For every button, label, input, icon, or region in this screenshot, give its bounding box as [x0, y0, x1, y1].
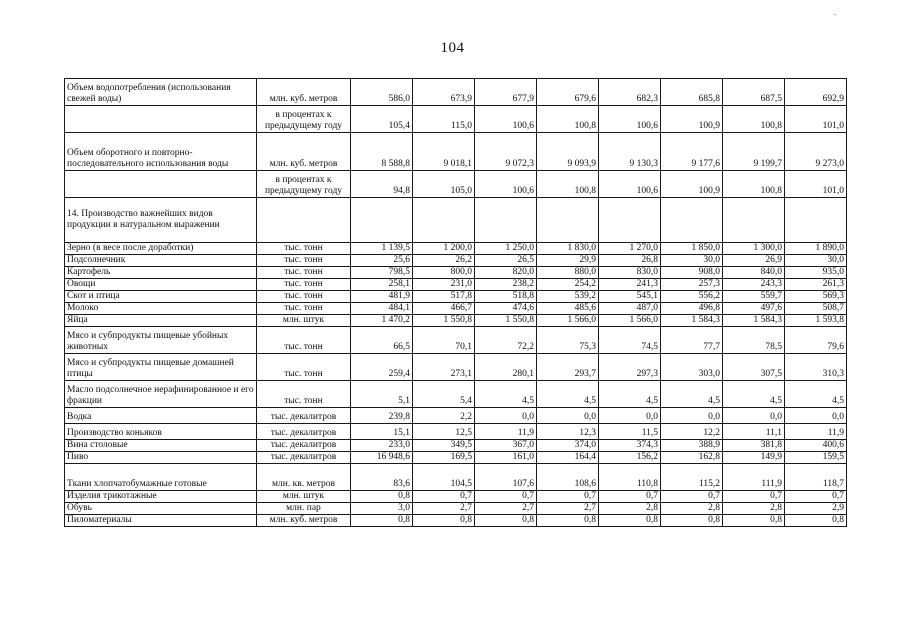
- value-cell: 11,1: [723, 424, 785, 440]
- row-unit: в процентах к предыдущему году: [257, 171, 351, 198]
- value-cell: 15,1: [351, 424, 413, 440]
- value-cell: 381,8: [723, 440, 785, 452]
- value-cell: 3,0: [351, 503, 413, 515]
- value-cell: 5,1: [351, 381, 413, 408]
- value-cell: 9 072,3: [475, 133, 537, 171]
- value-cell: 474,6: [475, 303, 537, 315]
- value-cell: 9 018,1: [413, 133, 475, 171]
- table-row: [65, 106, 847, 133]
- row-name: Ткани хлопчатобумажные готовые: [65, 464, 257, 491]
- row-unit: тыс. тонн: [257, 327, 351, 354]
- row-name: Мясо и субпродукты пищевые домашней птицы: [65, 354, 257, 381]
- value-cell: 840,0: [723, 267, 785, 279]
- value-cell: [475, 198, 537, 243]
- row-unit: тыс. тонн: [257, 291, 351, 303]
- value-cell: 100,6: [475, 171, 537, 198]
- row-unit: млн. штук: [257, 491, 351, 503]
- value-cell: 4,5: [661, 381, 723, 408]
- value-cell: 26,9: [723, 255, 785, 267]
- value-cell: 374,0: [537, 440, 599, 452]
- value-cell: [785, 198, 847, 243]
- row-name: Зерно (в весе после доработки): [65, 243, 257, 255]
- value-cell: 307,5: [723, 354, 785, 381]
- value-cell: 5,4: [413, 381, 475, 408]
- value-cell: 79,6: [785, 327, 847, 354]
- row-name: Пиломатериалы: [65, 515, 257, 527]
- value-cell: 539,2: [537, 291, 599, 303]
- value-cell: 77,7: [661, 327, 723, 354]
- value-cell: 254,2: [537, 279, 599, 291]
- table-row: [65, 327, 847, 354]
- value-cell: 115,0: [413, 106, 475, 133]
- value-cell: 118,7: [785, 464, 847, 491]
- row-unit: млн. пар: [257, 503, 351, 515]
- value-cell: 4,5: [475, 381, 537, 408]
- value-cell: 2,8: [661, 503, 723, 515]
- value-cell: 0,7: [413, 491, 475, 503]
- value-cell: 16 948,6: [351, 452, 413, 464]
- value-cell: 30,0: [661, 255, 723, 267]
- value-cell: 1 830,0: [537, 243, 599, 255]
- value-cell: 559,7: [723, 291, 785, 303]
- value-cell: 66,5: [351, 327, 413, 354]
- value-cell: 0,7: [599, 491, 661, 503]
- row-unit: млн. кв. метров: [257, 464, 351, 491]
- row-unit: тыс. декалитров: [257, 424, 351, 440]
- value-cell: 1 200,0: [413, 243, 475, 255]
- value-cell: 1 584,3: [723, 315, 785, 327]
- value-cell: 2,2: [413, 408, 475, 424]
- value-cell: 94,8: [351, 171, 413, 198]
- table-row: [65, 303, 847, 315]
- value-cell: 400,6: [785, 440, 847, 452]
- value-cell: 100,6: [599, 106, 661, 133]
- value-cell: 104,5: [413, 464, 475, 491]
- value-cell: 149,9: [723, 452, 785, 464]
- row-unit: тыс. декалитров: [257, 408, 351, 424]
- value-cell: 586,0: [351, 79, 413, 106]
- value-cell: 1 584,3: [661, 315, 723, 327]
- value-cell: 159,5: [785, 452, 847, 464]
- value-cell: 303,0: [661, 354, 723, 381]
- value-cell: 233,0: [351, 440, 413, 452]
- value-cell: 0,0: [661, 408, 723, 424]
- row-unit: тыс. тонн: [257, 267, 351, 279]
- value-cell: 4,5: [599, 381, 661, 408]
- value-cell: [723, 198, 785, 243]
- value-cell: 273,1: [413, 354, 475, 381]
- value-cell: 508,7: [785, 303, 847, 315]
- table-row: [65, 491, 847, 503]
- row-name: Производство коньяков: [65, 424, 257, 440]
- value-cell: 100,9: [661, 171, 723, 198]
- value-cell: 2,7: [537, 503, 599, 515]
- table-row: [65, 171, 847, 198]
- row-name: Скот и птица: [65, 291, 257, 303]
- value-cell: 261,3: [785, 279, 847, 291]
- value-cell: 569,3: [785, 291, 847, 303]
- value-cell: 0,8: [475, 515, 537, 527]
- value-cell: [351, 198, 413, 243]
- value-cell: 169,5: [413, 452, 475, 464]
- scan-speck: [834, 14, 836, 15]
- table-row: [65, 79, 847, 106]
- table-row: [65, 503, 847, 515]
- value-cell: 1 550,8: [475, 315, 537, 327]
- row-name: Пиво: [65, 452, 257, 464]
- row-unit: [257, 198, 351, 243]
- value-cell: [599, 198, 661, 243]
- value-cell: 0,7: [537, 491, 599, 503]
- value-cell: 258,1: [351, 279, 413, 291]
- value-cell: 545,1: [599, 291, 661, 303]
- table-row: [65, 243, 847, 255]
- table-row: [65, 198, 847, 243]
- row-unit: в процентах к предыдущему году: [257, 106, 351, 133]
- row-unit: млн. штук: [257, 315, 351, 327]
- value-cell: 0,7: [723, 491, 785, 503]
- value-cell: 75,3: [537, 327, 599, 354]
- value-cell: 1 470,2: [351, 315, 413, 327]
- value-cell: 908,0: [661, 267, 723, 279]
- value-cell: 0,7: [785, 491, 847, 503]
- value-cell: 100,6: [599, 171, 661, 198]
- value-cell: 518,8: [475, 291, 537, 303]
- value-cell: 484,1: [351, 303, 413, 315]
- value-cell: 100,8: [537, 171, 599, 198]
- row-unit: млн. куб. метров: [257, 515, 351, 527]
- value-cell: 2,7: [475, 503, 537, 515]
- row-name: 14. Производство важнейших видов продукции в натуральном выражении: [65, 198, 257, 243]
- value-cell: 100,8: [537, 106, 599, 133]
- value-cell: 687,5: [723, 79, 785, 106]
- row-name: Обувь: [65, 503, 257, 515]
- value-cell: 935,0: [785, 267, 847, 279]
- value-cell: 4,5: [785, 381, 847, 408]
- value-cell: 1 566,0: [599, 315, 661, 327]
- value-cell: 2,8: [599, 503, 661, 515]
- value-cell: 1 270,0: [599, 243, 661, 255]
- row-name: Подсолнечник: [65, 255, 257, 267]
- table-row: [65, 424, 847, 440]
- value-cell: 259,4: [351, 354, 413, 381]
- row-name: [65, 171, 257, 198]
- value-cell: 0,8: [413, 515, 475, 527]
- table-row: [65, 452, 847, 464]
- row-unit: тыс. тонн: [257, 303, 351, 315]
- value-cell: 2,7: [413, 503, 475, 515]
- value-cell: 257,3: [661, 279, 723, 291]
- table-row: [65, 464, 847, 491]
- value-cell: 1 250,0: [475, 243, 537, 255]
- value-cell: 83,6: [351, 464, 413, 491]
- table-row: [65, 267, 847, 279]
- table-row: [65, 133, 847, 171]
- value-cell: 1 550,8: [413, 315, 475, 327]
- row-unit: млн. куб. метров: [257, 79, 351, 106]
- value-cell: 156,2: [599, 452, 661, 464]
- value-cell: 72,2: [475, 327, 537, 354]
- value-cell: 164,4: [537, 452, 599, 464]
- value-cell: 0,0: [599, 408, 661, 424]
- row-name: Мясо и субпродукты пищевые убойных животных: [65, 327, 257, 354]
- value-cell: 556,2: [661, 291, 723, 303]
- table-row: [65, 515, 847, 527]
- value-cell: 105,0: [413, 171, 475, 198]
- value-cell: 349,5: [413, 440, 475, 452]
- value-cell: 685,8: [661, 79, 723, 106]
- row-name: Объем оборотного и повторно-последовательного использования воды: [65, 133, 257, 171]
- value-cell: 293,7: [537, 354, 599, 381]
- value-cell: 78,5: [723, 327, 785, 354]
- value-cell: 0,7: [475, 491, 537, 503]
- value-cell: 239,8: [351, 408, 413, 424]
- row-name: Изделия трикотажные: [65, 491, 257, 503]
- table-row: [65, 440, 847, 452]
- value-cell: 107,6: [475, 464, 537, 491]
- value-cell: 485,6: [537, 303, 599, 315]
- value-cell: 830,0: [599, 267, 661, 279]
- value-cell: 100,8: [723, 106, 785, 133]
- value-cell: 12,3: [537, 424, 599, 440]
- value-cell: 111,9: [723, 464, 785, 491]
- row-name: Водка: [65, 408, 257, 424]
- value-cell: 4,5: [537, 381, 599, 408]
- value-cell: 100,6: [475, 106, 537, 133]
- table-row: [65, 315, 847, 327]
- value-cell: 115,2: [661, 464, 723, 491]
- row-unit: тыс. тонн: [257, 255, 351, 267]
- value-cell: 1 566,0: [537, 315, 599, 327]
- value-cell: 1 850,0: [661, 243, 723, 255]
- value-cell: 692,9: [785, 79, 847, 106]
- value-cell: 231,0: [413, 279, 475, 291]
- value-cell: 388,9: [661, 440, 723, 452]
- value-cell: 0,7: [661, 491, 723, 503]
- value-cell: 100,9: [661, 106, 723, 133]
- value-cell: 1 593,8: [785, 315, 847, 327]
- row-unit: тыс. декалитров: [257, 440, 351, 452]
- value-cell: 1 300,0: [723, 243, 785, 255]
- table-row: [65, 408, 847, 424]
- value-cell: 25,6: [351, 255, 413, 267]
- value-cell: 9 273,0: [785, 133, 847, 171]
- value-cell: 105,4: [351, 106, 413, 133]
- value-cell: 161,0: [475, 452, 537, 464]
- value-cell: 74,5: [599, 327, 661, 354]
- value-cell: 12,5: [413, 424, 475, 440]
- value-cell: 26,5: [475, 255, 537, 267]
- value-cell: 820,0: [475, 267, 537, 279]
- value-cell: 110,8: [599, 464, 661, 491]
- row-name: Масло подсолнечное нерафинированное и его фракции: [65, 381, 257, 408]
- value-cell: 481,9: [351, 291, 413, 303]
- row-name: [65, 106, 257, 133]
- value-cell: 9 130,3: [599, 133, 661, 171]
- value-cell: 374,3: [599, 440, 661, 452]
- value-cell: 4,5: [723, 381, 785, 408]
- value-cell: 2,8: [723, 503, 785, 515]
- row-unit: тыс. тонн: [257, 279, 351, 291]
- value-cell: 0,0: [785, 408, 847, 424]
- row-name: Объем водопотребления (использования свежей воды): [65, 79, 257, 106]
- row-unit: тыс. декалитров: [257, 452, 351, 464]
- value-cell: 682,3: [599, 79, 661, 106]
- row-unit: тыс. тонн: [257, 381, 351, 408]
- value-cell: 798,5: [351, 267, 413, 279]
- value-cell: 11,5: [599, 424, 661, 440]
- value-cell: 679,6: [537, 79, 599, 106]
- value-cell: 0,8: [599, 515, 661, 527]
- row-name: Молоко: [65, 303, 257, 315]
- value-cell: 11,9: [785, 424, 847, 440]
- value-cell: 0,0: [723, 408, 785, 424]
- value-cell: 1 139,5: [351, 243, 413, 255]
- table-body: [65, 79, 847, 527]
- statistics-table: [64, 78, 847, 527]
- row-name: Вина столовые: [65, 440, 257, 452]
- row-name: Овощи: [65, 279, 257, 291]
- value-cell: 9 199,7: [723, 133, 785, 171]
- value-cell: 0,0: [475, 408, 537, 424]
- row-unit: тыс. тонн: [257, 354, 351, 381]
- value-cell: 9 177,6: [661, 133, 723, 171]
- value-cell: 8 588,8: [351, 133, 413, 171]
- value-cell: 280,1: [475, 354, 537, 381]
- table-row: [65, 291, 847, 303]
- value-cell: 70,1: [413, 327, 475, 354]
- value-cell: 0,8: [537, 515, 599, 527]
- value-cell: 162,8: [661, 452, 723, 464]
- value-cell: 29,9: [537, 255, 599, 267]
- value-cell: 9 093,9: [537, 133, 599, 171]
- value-cell: 238,2: [475, 279, 537, 291]
- value-cell: 487,0: [599, 303, 661, 315]
- value-cell: 1 890,0: [785, 243, 847, 255]
- value-cell: 26,8: [599, 255, 661, 267]
- row-name: Картофель: [65, 267, 257, 279]
- value-cell: 0,8: [351, 491, 413, 503]
- value-cell: [661, 198, 723, 243]
- value-cell: 297,3: [599, 354, 661, 381]
- value-cell: 0,8: [723, 515, 785, 527]
- value-cell: 517,8: [413, 291, 475, 303]
- value-cell: 0,8: [661, 515, 723, 527]
- value-cell: 241,3: [599, 279, 661, 291]
- table-row: [65, 279, 847, 291]
- value-cell: 677,9: [475, 79, 537, 106]
- row-unit: тыс. тонн: [257, 243, 351, 255]
- table-row: [65, 354, 847, 381]
- row-unit: млн. куб. метров: [257, 133, 351, 171]
- value-cell: 673,9: [413, 79, 475, 106]
- value-cell: 0,0: [537, 408, 599, 424]
- value-cell: 26,2: [413, 255, 475, 267]
- table-row: [65, 255, 847, 267]
- value-cell: 497,6: [723, 303, 785, 315]
- value-cell: 12,2: [661, 424, 723, 440]
- value-cell: 101,0: [785, 171, 847, 198]
- value-cell: [413, 198, 475, 243]
- row-name: Яйца: [65, 315, 257, 327]
- value-cell: 880,0: [537, 267, 599, 279]
- value-cell: 310,3: [785, 354, 847, 381]
- value-cell: 100,8: [723, 171, 785, 198]
- value-cell: 101,0: [785, 106, 847, 133]
- value-cell: 243,3: [723, 279, 785, 291]
- value-cell: 108,6: [537, 464, 599, 491]
- page-number: 104: [440, 40, 465, 56]
- value-cell: 0,8: [785, 515, 847, 527]
- value-cell: [537, 198, 599, 243]
- value-cell: 11,9: [475, 424, 537, 440]
- value-cell: 800,0: [413, 267, 475, 279]
- value-cell: 496,8: [661, 303, 723, 315]
- value-cell: 466,7: [413, 303, 475, 315]
- value-cell: 367,0: [475, 440, 537, 452]
- value-cell: 0,8: [351, 515, 413, 527]
- value-cell: 2,9: [785, 503, 847, 515]
- table-row: [65, 381, 847, 408]
- value-cell: 30,0: [785, 255, 847, 267]
